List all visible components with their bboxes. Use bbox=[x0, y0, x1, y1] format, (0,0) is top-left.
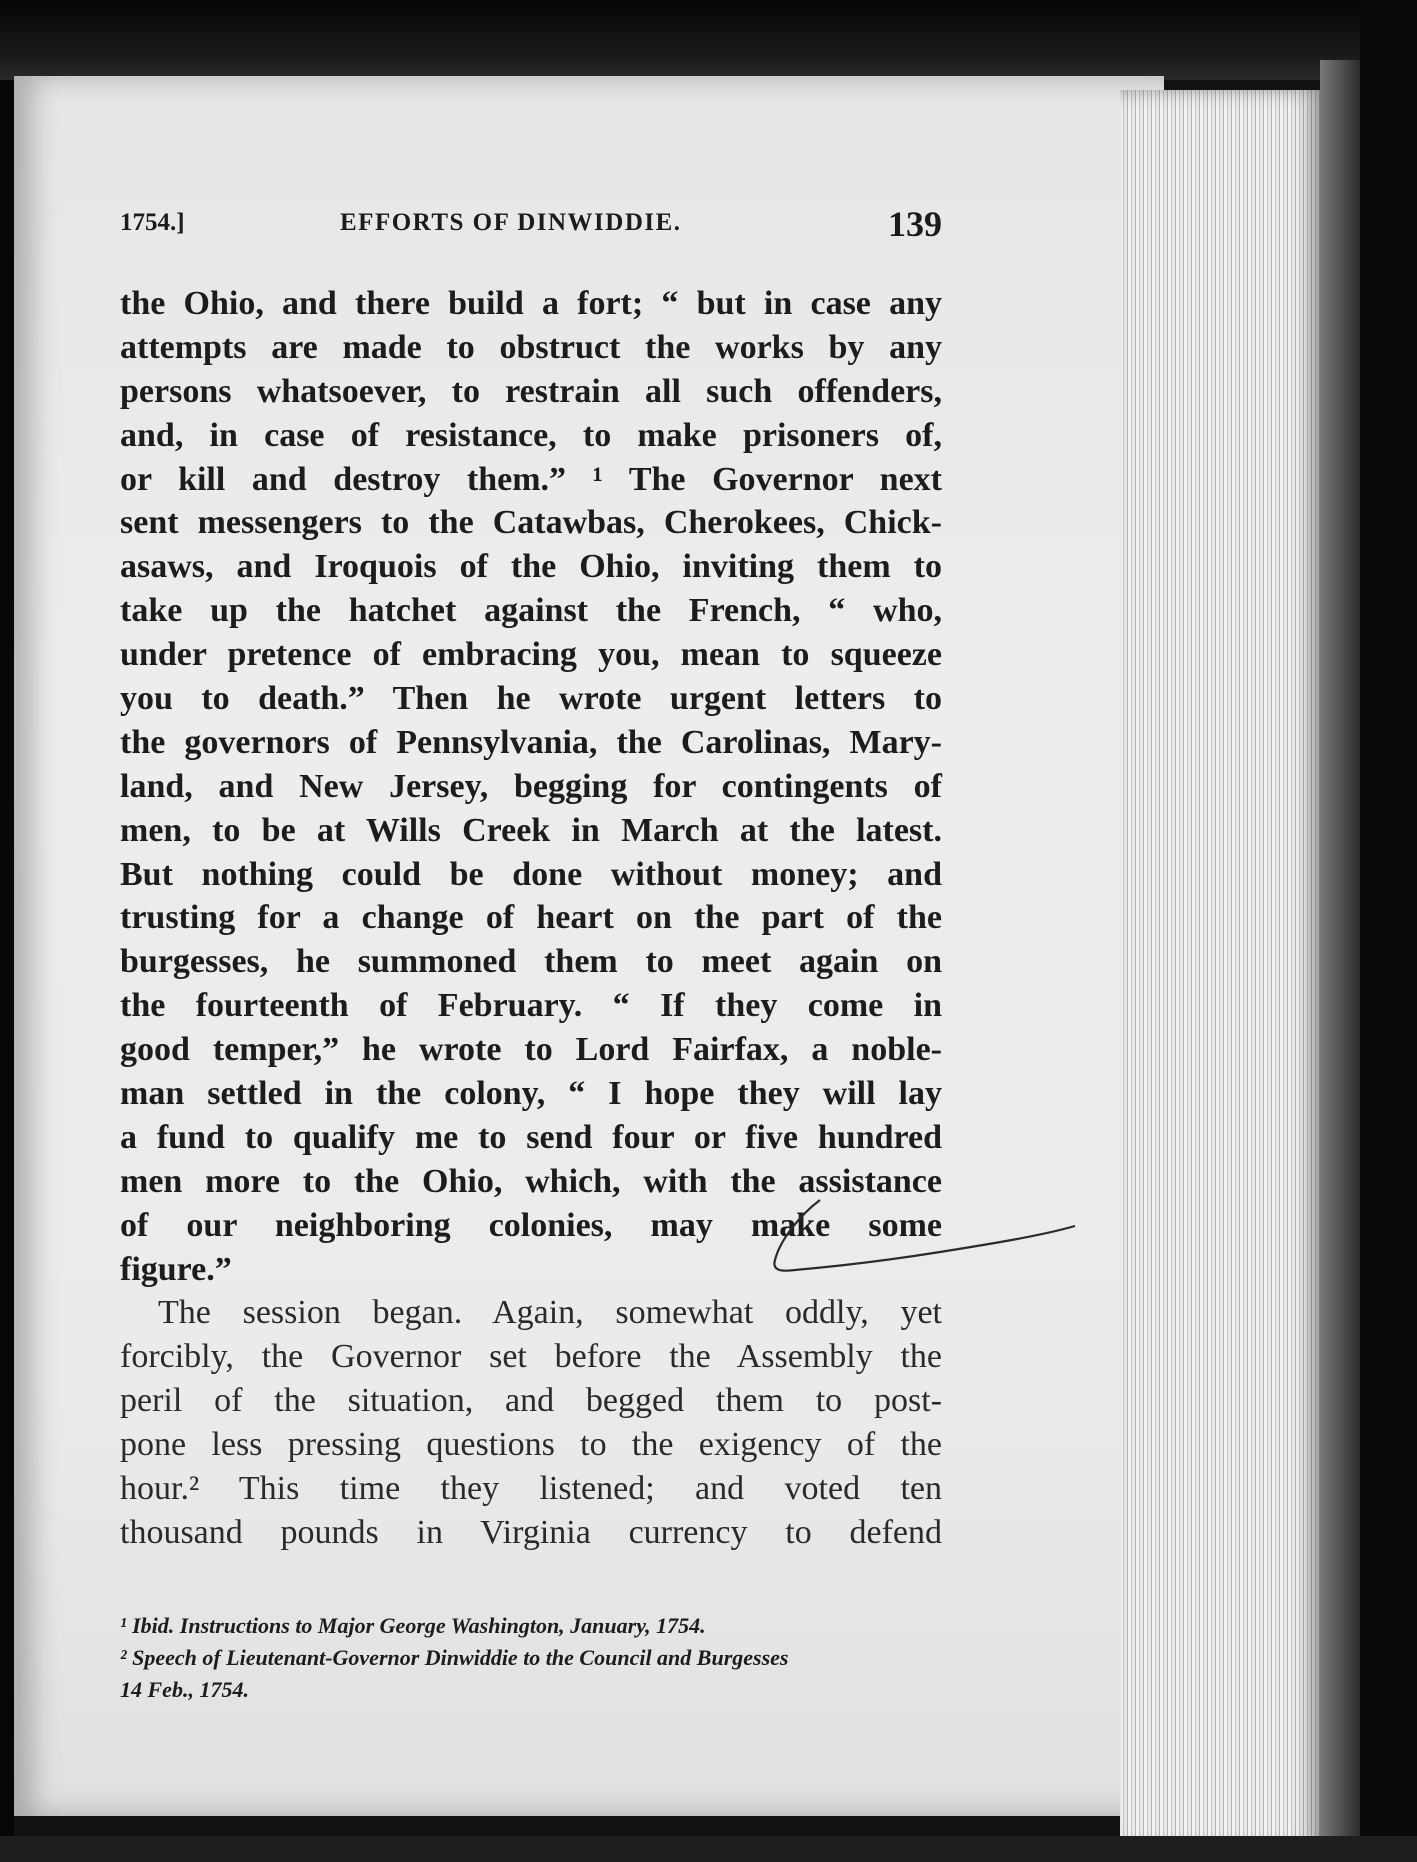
footnote-1: ¹ Ibid. Instructions to Major George Washington, January, 1754. bbox=[120, 1613, 706, 1638]
paragraph-1 bbox=[120, 282, 942, 1291]
text-line: thousand pounds in Virginia currency to defend bbox=[120, 1513, 942, 1551]
text-line: burgesses, he summoned them to meet again on bbox=[120, 943, 942, 981]
pen-mark bbox=[720, 1170, 1080, 1290]
scan-bottom-border bbox=[0, 1836, 1417, 1862]
text-line: under pretence of embracing you, mean to squeeze bbox=[120, 636, 942, 674]
text-line: hour.² This time they listened; and voted ten bbox=[120, 1470, 942, 1508]
footnote-2: ² Speech of Lieutenant-Governor Dinwiddie to the Council and Burgesses bbox=[120, 1645, 789, 1670]
text-line: land, and New Jersey, begging for contingents of bbox=[120, 767, 942, 805]
page-edges bbox=[1120, 90, 1320, 1850]
text-line: men, to be at Wills Creek in March at the latest. bbox=[120, 811, 942, 849]
text-line: take up the hatchet against the French, “ who, bbox=[120, 592, 942, 630]
scan-left-border bbox=[0, 80, 14, 1862]
text-line: pone less pressing questions to the exigency of the bbox=[120, 1426, 942, 1464]
text-line: you to death.” Then he wrote urgent letters to bbox=[120, 680, 942, 718]
text-line: forcibly, the Governor set before the Assembly the bbox=[120, 1338, 942, 1376]
text-line: the fourteenth of February. “ If they come in bbox=[120, 987, 942, 1025]
text-line: trusting for a change of heart on the part of the bbox=[120, 899, 942, 937]
text-line: persons whatsoever, to restrain all such offenders, bbox=[120, 372, 942, 410]
text-line: and, in case of resistance, to make prisoners of, bbox=[120, 416, 942, 454]
text-line: The session began. Again, somewhat oddly, yet bbox=[158, 1294, 942, 1332]
scan-top-border bbox=[0, 0, 1417, 80]
scan-right-border bbox=[1360, 0, 1417, 1862]
text-line: or kill and destroy them.” ¹ The Governor next bbox=[120, 460, 942, 498]
text-line: man settled in the colony, “ I hope they will lay bbox=[120, 1075, 942, 1113]
running-head-title: EFFORTS OF DINWIDDIE. bbox=[340, 209, 682, 236]
paragraph-2 bbox=[120, 1291, 942, 1554]
footnote-2-cont: 14 Feb., 1754. bbox=[120, 1677, 249, 1702]
text-line: the Ohio, and there build a fort; “ but in case any bbox=[120, 285, 942, 322]
text-line: a fund to qualify me to send four or five hundred bbox=[120, 1118, 942, 1156]
running-head-year: 1754.] bbox=[120, 209, 185, 236]
text-line: the governors of Pennsylvania, the Carolinas, Mary- bbox=[120, 723, 942, 761]
running-head bbox=[120, 205, 942, 245]
text-line: attempts are made to obstruct the works by any bbox=[120, 328, 942, 366]
text-line: good temper,” he wrote to Lord Fairfax, a noble- bbox=[120, 1031, 942, 1069]
text-line: But nothing could be done without money; and bbox=[120, 855, 942, 893]
text-line: sent messengers to the Catawbas, Cherokees, Chick- bbox=[120, 504, 942, 542]
text-line: of our neighboring colonies, may make some bbox=[120, 1206, 942, 1244]
text-line: asaws, and Iroquois of the Ohio, inviting them to bbox=[120, 548, 942, 586]
book-cover-edge bbox=[1320, 60, 1360, 1862]
footnotes bbox=[120, 1610, 942, 1706]
text-line: figure.” bbox=[120, 1250, 232, 1288]
text-line: men more to the Ohio, which, with the assistance bbox=[120, 1162, 942, 1200]
body-text bbox=[120, 282, 942, 1555]
page-number: 139 bbox=[888, 204, 942, 244]
text-line: peril of the situation, and begged them to post- bbox=[120, 1382, 942, 1420]
